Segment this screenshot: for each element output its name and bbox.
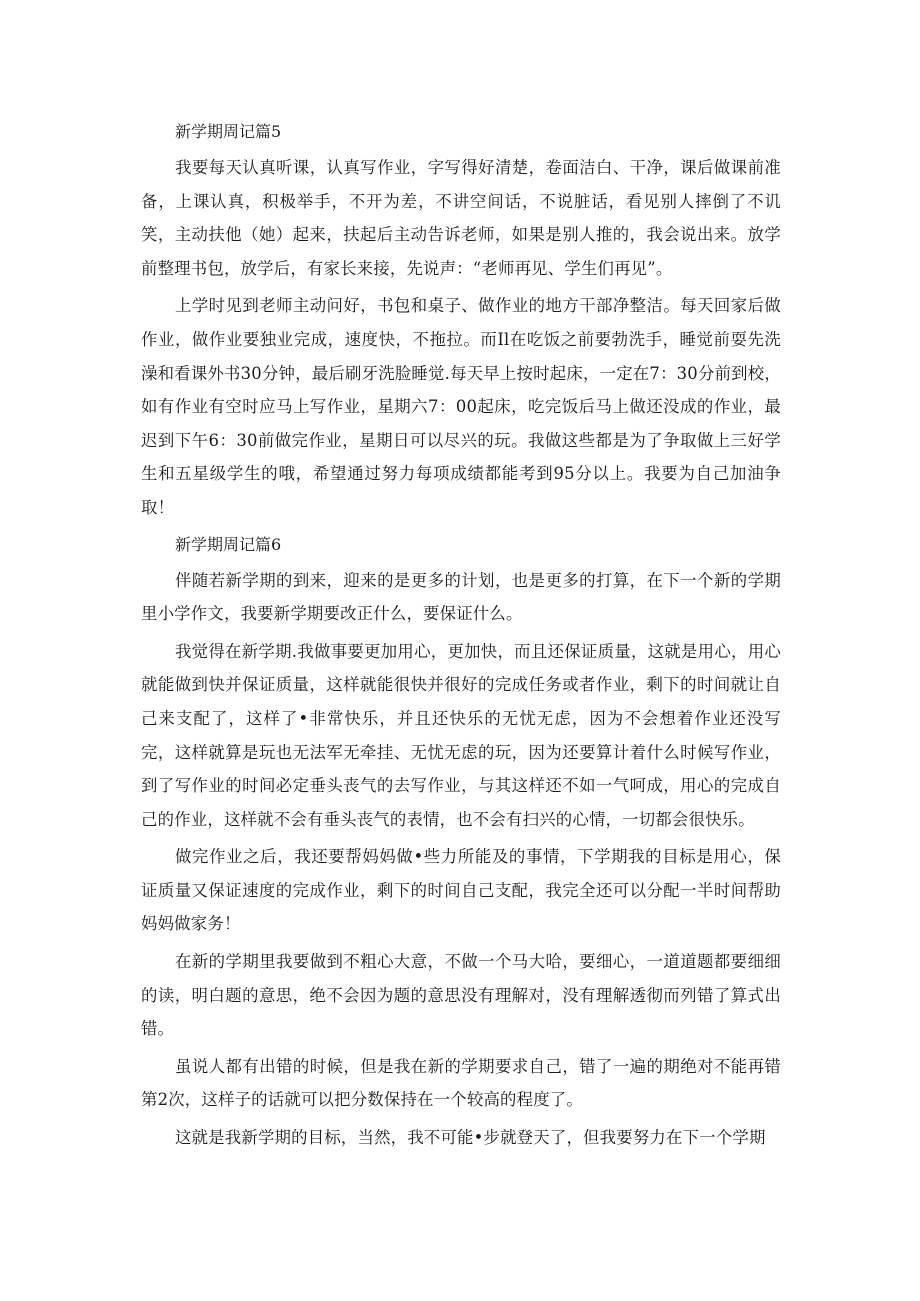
- paragraph: 我觉得在新学期.我做事要更加用心，更加快，而且还保证质量，这就是用心，用心就能做到快并保证质量，这样就能很快并很好的完成任务或者作业，剩下的时间就让自己来支配了，这样了•非常快乐，并且还快乐的无忧无虑，因为不会想着作业还没写完，这样就算是玩也无法军无牵挂、无忧无虑的玩，因为还要算计着什么时候写作业，到了写作业的时间必定垂头丧气的去写作业，与其这样还不如一气呵成，用心的完成自己的作业，这样就不会有垂头丧气的表情，也不会有扫兴的心情，一切都会很快乐。: [141, 641, 781, 829]
- document-body: [141, 115, 781, 1155]
- paragraph: 上学时见到老师主动问好，书包和桌子、做作业的地方干部净整洁。每天回家后做作业，做作业要独业完成，速度快，不拖拉。而Il在吃饭之前要勃洗手，睡觉前耍先洗澡和看课外书30分钟，最后刷牙洗脸睡觉.每天早上按时起床，一定在7：30分前到校，如有作业有空时应马上写作业，星期六7：00起床，吃完饭后马上做还没成的作业，最迟到下午6：30前做完作业，星期日可以尽兴的玩。我做这些都是为了争取做上三好学生和五星级学生的哦，希望通过努力每项成绩都能考到95分以上。我要为自己加油争取！: [141, 296, 781, 517]
- paragraph: 在新的学期里我要做到不粗心大意，不做一个马大哈，要细心，一道道题都要细细的读，明白题的意思，绝不会因为题的意思没有理解对，没有理解透彻而列错了算式出错。: [141, 952, 781, 1039]
- paragraph: 伴随若新学期的到来，迎来的是更多的计划，也是更多的打算，在下一个新的学期里小学作文，我要新学期要改正什么，要保证什么。: [141, 570, 781, 624]
- section-title: 新学期周记篇6: [175, 534, 282, 554]
- paragraph: 虽说人都有出错的时候，但是我在新的学期要求自己，错了一遍的期绝对不能再错第2次，这样子的话就可以把分数保持在一个较高的程度了。: [141, 1056, 781, 1110]
- section-title: 新学期周记篇5: [175, 122, 282, 141]
- paragraph: 做完作业之后，我还要帮妈妈做•些力所能及的事情，下学期我的目标是用心，保证质量又保证速度的完成作业，剩下的时间自己支配，我完全还可以分配一半时间帮助妈妈做家务！: [141, 847, 781, 934]
- paragraph: 这就是我新学期的目标，当然，我不可能•步就登天了，但我要努力在下一个学期: [175, 1128, 766, 1148]
- paragraph: 我要每天认真听课，认真写作业，字写得好清楚，卷面洁白、干净，课后做课前准备，上课认真，积极举手，不开为差，不讲空间话，不说脏话，看见别人摔倒了不讥笑，主动扶他（她）起来，扶起后主动告诉老师，如果是别人推的，我会说出来。放学前整理书包，放学后，有家长来接，先说声：“老师再见、学生们再见”。: [141, 158, 781, 278]
